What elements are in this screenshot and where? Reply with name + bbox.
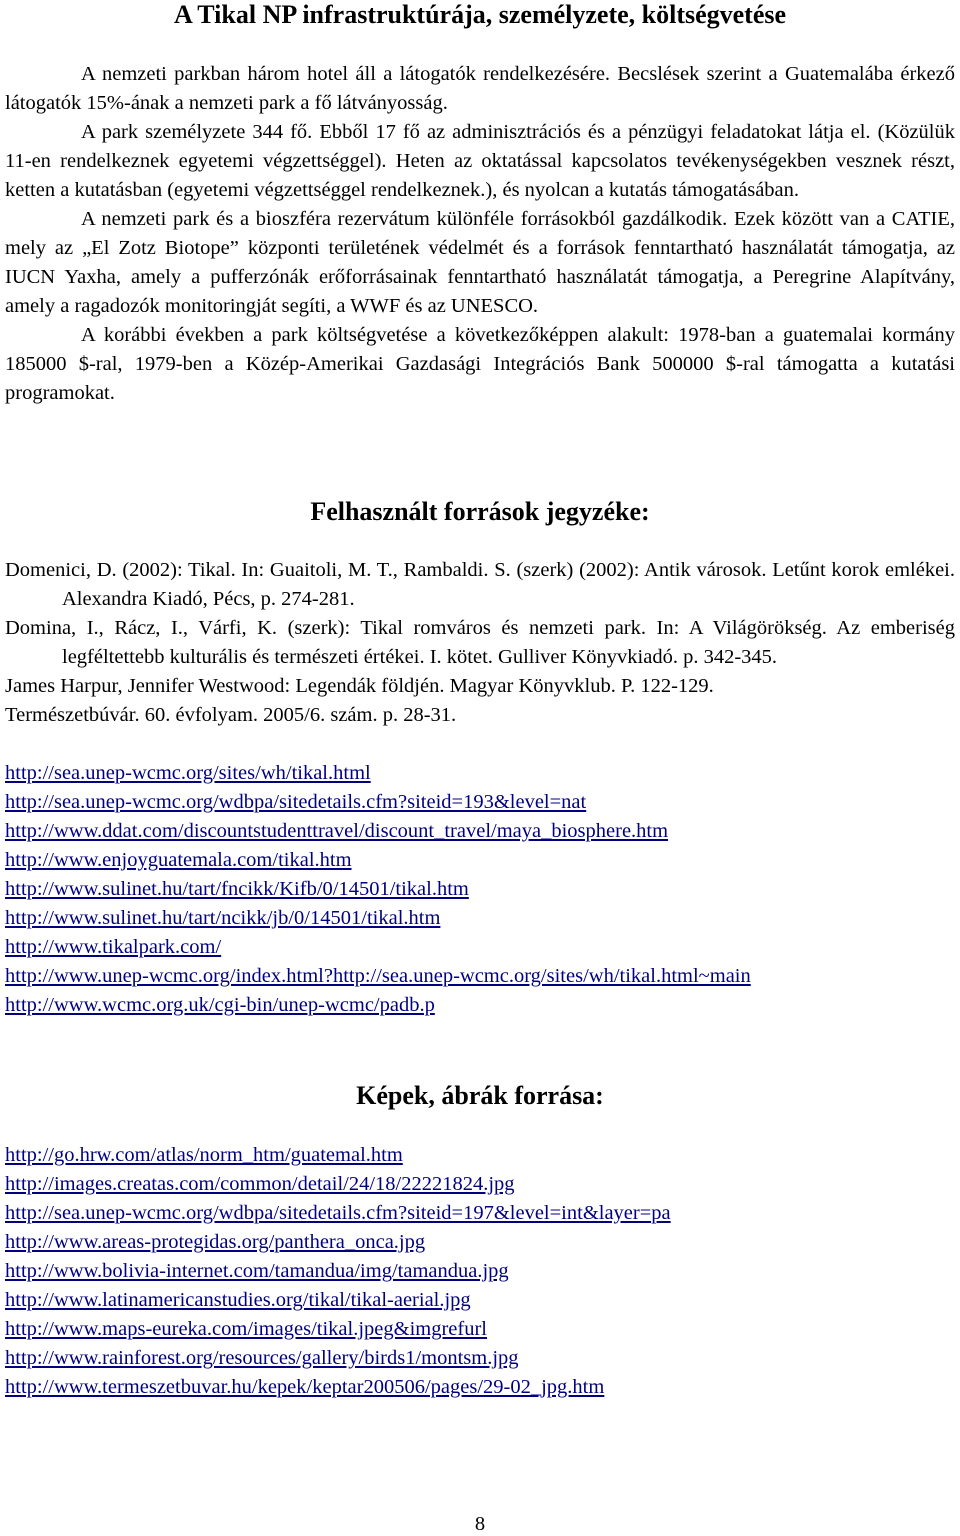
source-link[interactable]: http://www.ddat.com/discountstudenttravel/discount_travel/maya_biosphere.htm bbox=[5, 820, 669, 842]
image-source-link[interactable]: http://www.rainforest.org/resources/gallery/birds1/montsm.jpg bbox=[5, 1347, 519, 1369]
source-link-list bbox=[5, 759, 955, 1020]
image-source-link[interactable]: http://www.termeszetbuvar.hu/kepek/keptar200506/pages/29-02_jpg.htm bbox=[5, 1376, 605, 1398]
image-source-link[interactable]: http://images.creatas.com/common/detail/24/18/22221824.jpg bbox=[5, 1173, 515, 1195]
page-number: 8 bbox=[474, 1513, 486, 1535]
image-source-link[interactable]: http://www.bolivia-internet.com/tamandua/img/tamandua.jpg bbox=[5, 1260, 509, 1282]
image-source-link[interactable]: http://go.hrw.com/atlas/norm_htm/guatemal.htm bbox=[5, 1144, 403, 1166]
page-title: A Tikal NP infrastruktúrája, személyzete, költségvetése bbox=[173, 0, 787, 29]
reference-item: James Harpur, Jennifer Westwood: Legendák földjén. Magyar Könyvklub. P. 122-129. bbox=[5, 675, 714, 697]
source-link[interactable]: http://www.unep-wcmc.org/index.html?http://sea.unep-wcmc.org/sites/wh/tikal.html~main bbox=[5, 965, 751, 987]
reference-item: Domina, I., Rácz, I., Várfi, K. (szerk): Tikal romváros és nemzeti park. In: A Világörökség. Az emberiség legféltettebb kulturális és természeti értékei. I. kötet. Gulliver Könyvkiadó. p. 342-345. bbox=[5, 617, 955, 668]
body-text bbox=[5, 60, 955, 408]
source-link[interactable]: http://sea.unep-wcmc.org/wdbpa/sitedetails.cfm?siteid=193&level=nat bbox=[5, 791, 587, 813]
paragraph-staff: A park személyzete 344 fő. Ebből 17 fő az adminisztrációs és a pénzügyi feladatokat látja el. (Közülük 11-en rendelkeznek egyetemi végzettséggel). Heten az oktatással kapcsolatos tevékenységekben vesznek részt, ketten a kutatásban (egyetemi végzettséggel rendelkeznek.), és nyolcan a kutatás támogatásában. bbox=[5, 121, 955, 201]
paragraph-hotels: A nemzeti parkban három hotel áll a látogatók rendelkezésére. Becslések szerint a Guatemalába érkező látogatók 15%-ának a nemzeti park a fő látványosság. bbox=[5, 63, 955, 114]
image-link-list bbox=[5, 1141, 955, 1402]
image-source-link[interactable]: http://www.latinamericanstudies.org/tikal/tikal-aerial.jpg bbox=[5, 1289, 471, 1311]
reference-item: Domenici, D. (2002): Tikal. In: Guaitoli, M. T., Rambaldi. S. (szerk) (2002): Antik városok. Letűnt korok emlékei. Alexandra Kiadó, Pécs, p. 274-281. bbox=[5, 559, 955, 610]
source-link[interactable]: http://www.tikalpark.com/ bbox=[5, 936, 222, 958]
source-link[interactable]: http://www.enjoyguatemala.com/tikal.htm bbox=[5, 849, 352, 871]
source-link[interactable]: http://sea.unep-wcmc.org/sites/wh/tikal.html bbox=[5, 762, 371, 784]
reference-list bbox=[5, 556, 955, 730]
paragraph-funding: A nemzeti park és a bioszféra rezervátum különféle forrásokból gazdálkodik. Ezek között van a CATIE, mely az „El Zotz Biotope” központi területének védelmét és a források fenntartható használatát támogatja, az IUCN Yaxha, amely a pufferzónák erőforrásainak fenntartható használatát támogatja, a Peregrine Alapítvány, amely a ragadozók monitoringját segíti, a WWF és az UNESCO. bbox=[5, 208, 955, 317]
sources-heading: Felhasznált források jegyzéke: bbox=[310, 497, 650, 526]
reference-item: Természetbúvár. 60. évfolyam. 2005/6. szám. p. 28-31. bbox=[5, 704, 457, 726]
paragraph-budget: A korábbi években a park költségvetése a következőképpen alakult: 1978-ban a guatemalai kormány 185000 $-ral, 1979-ben a Közép-Amerikai Gazdasági Integrációs Bank 500000 $-ral támogatta a kutatási programokat. bbox=[5, 324, 955, 404]
image-source-link[interactable]: http://www.maps-eureka.com/images/tikal.jpeg&imgrefurl bbox=[5, 1318, 488, 1340]
images-heading: Képek, ábrák forrása: bbox=[356, 1081, 604, 1110]
image-source-link[interactable]: http://sea.unep-wcmc.org/wdbpa/sitedetails.cfm?siteid=197&level=int&layer=pa bbox=[5, 1202, 671, 1224]
image-source-link[interactable]: http://www.areas-protegidas.org/panthera_onca.jpg bbox=[5, 1231, 426, 1253]
source-link[interactable]: http://www.sulinet.hu/tart/ncikk/jb/0/14501/tikal.htm bbox=[5, 907, 441, 929]
source-link[interactable]: http://www.sulinet.hu/tart/fncikk/Kifb/0/14501/tikal.htm bbox=[5, 878, 469, 900]
source-link[interactable]: http://www.wcmc.org.uk/cgi-bin/unep-wcmc/padb.p bbox=[5, 994, 435, 1016]
